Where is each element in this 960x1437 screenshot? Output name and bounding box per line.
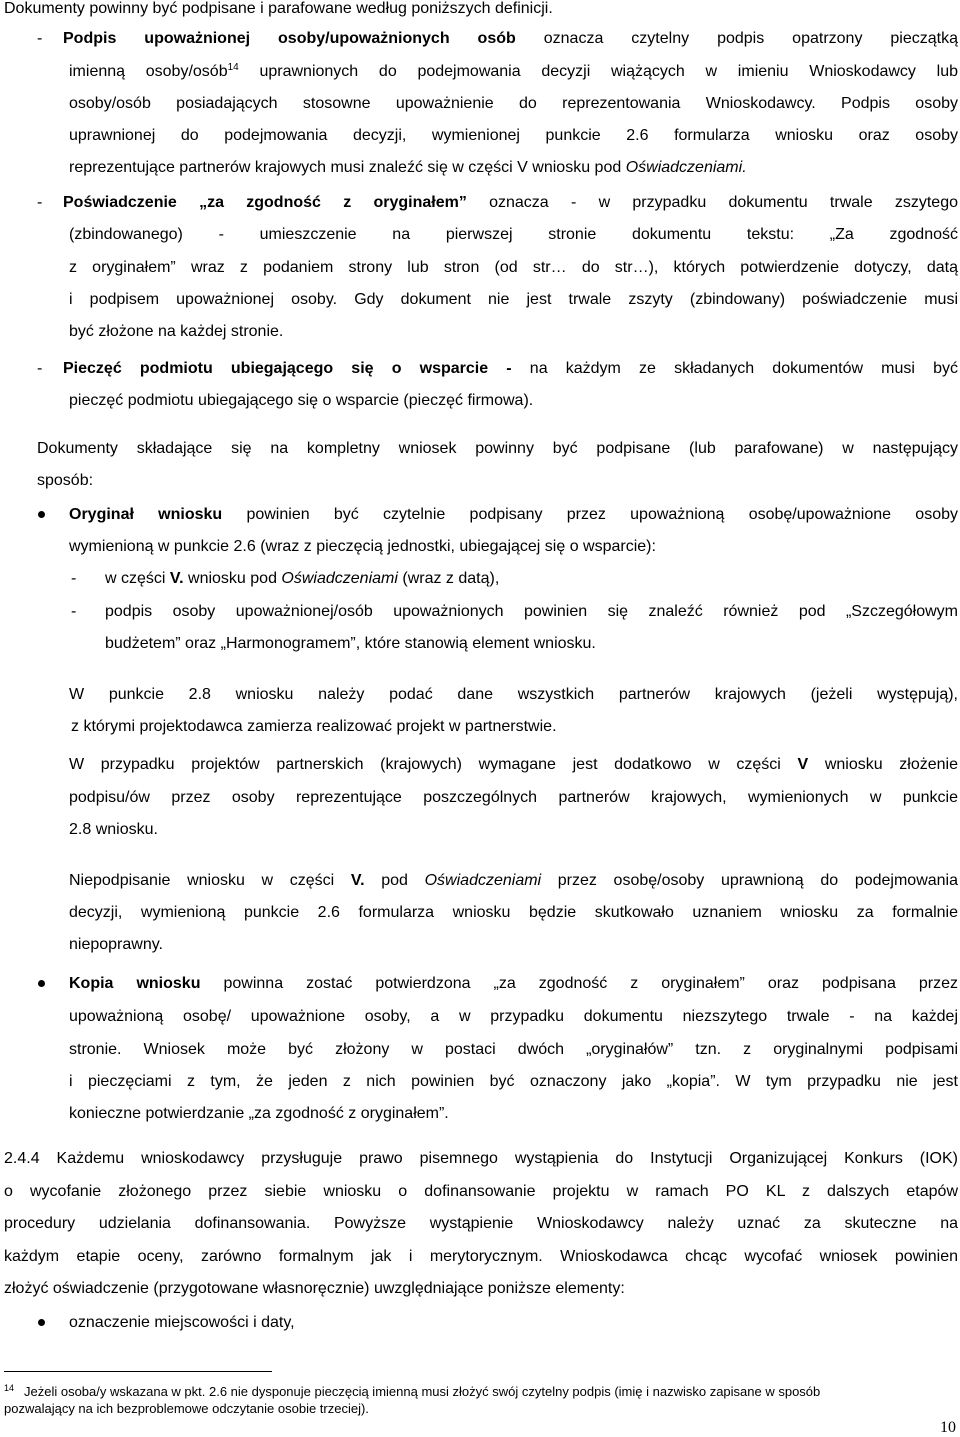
definition-poswiadczenie-line: (zbindowanego) - umieszczenie na pierwszej stronie dokumentu tekstu: „Za zgodność <box>69 226 958 243</box>
paragraph-line: decyzji, wymienioną punkcie 2.6 formularza wniosku będzie skutkowało uznaniem wniosku za formalnie <box>69 904 958 921</box>
section-244-line: o wycofanie złożonego przez siebie wniosku o dofinansowanie projektu w ramach PO KL z dalszych etapów <box>4 1183 958 1200</box>
definition-term: Poświadczenie „za zgodność z oryginałem” <box>63 194 467 211</box>
bullet-kopia-line: upoważnioną osobę/ upoważnione osoby, a w przypadku dokumentu niezszytego trwale - na każdej <box>69 1008 958 1025</box>
definition-podpis-line: Podpis upoważnionej osoby/upoważnionych osób oznacza czytelny podpis opatrzony pieczątką <box>63 30 958 47</box>
sub-item-line: budżetem” oraz „Harmonogramem”, które stanowią element wniosku. <box>105 635 596 652</box>
dash-marker: - <box>71 603 77 620</box>
bullet-icon <box>38 980 45 987</box>
bullet-kopia-line: i pieczęciami z tym, że jeden z nich powinien być oznaczony jako „kopia”. W tym przypadku nie jest <box>69 1073 958 1090</box>
bullet-kopia-line: stronie. Wniosek może być złożony w postaci dwóch „oryginałów” tzn. z oryginalnymi podpisami <box>69 1041 958 1058</box>
definition-podpis-line: imienną osoby/osób$^{14}$ uprawnionych do podejmowania decyzji wiążących w imieniu Wnioskodawcy lub <box>69 63 958 80</box>
dash-marker: - <box>37 360 43 377</box>
footnote-text: Jeżeli osoba/y wskazana w pkt. 2.6 nie dysponuje pieczęcią imienną musi złożyć swój czytelny podpis (imię i nazwisko zapisane w sposób <box>24 1384 821 1399</box>
paragraph-line: z którymi projektodawca zamierza realizować projekt w partnerstwie. <box>71 718 557 735</box>
bullet-term: Oryginał wniosku <box>69 506 223 523</box>
dash-marker: - <box>37 30 43 47</box>
definition-poswiadczenie-line: z oryginałem” wraz z podaniem strony lub stron (od str… do str…), których potwierdzenie dotyczy, datą <box>69 259 958 276</box>
definition-poswiadczenie-line: Poświadczenie „za zgodność z oryginałem” oznacza - w przypadku dokumentu trwale zszytego <box>63 194 958 211</box>
bullet-oryginal-line: wymienioną w punkcie 2.6 (wraz z pieczęcią jednostki, ubiegającej się o wsparcie): <box>69 538 656 555</box>
bullet-oryginal-line: Oryginał wniosku powinien być czytelnie podpisany przez upoważnioną osobę/upoważnione osoby <box>69 506 958 523</box>
page-number: 10 <box>940 1419 956 1436</box>
sub-item-line: podpis osoby upoważnionej/osób upoważnionych powinien się znaleźć również pod „Szczegółowym <box>105 603 958 620</box>
definition-term: Pieczęć podmiotu ubiegającego się o wsparcie - <box>63 360 512 377</box>
intro-line: Dokumenty powinny być podpisane i parafowane według poniższych definicji. <box>4 0 553 17</box>
definition-pieczec-line: pieczęć podmiotu ubiegającego się o wsparcie (pieczęć firmowa). <box>69 392 534 409</box>
dash-marker: - <box>37 194 43 211</box>
bullet-kopia-line: Kopia wniosku powinna zostać potwierdzona „za zgodność z oryginałem” oraz podpisana przez <box>69 975 958 992</box>
list-item: oznaczenie miejscowości i daty, <box>69 1314 295 1331</box>
paragraph-line: niepoprawny. <box>69 936 163 953</box>
section-244-line: każdym etapie oceny, zarówno formalnym jak i merytorycznym. Wnioskodawca chcąc wycofać wniosek powinien <box>4 1248 958 1265</box>
bullet-icon <box>38 1319 45 1326</box>
paragraph-line: Niepodpisanie wniosku w części V. pod Oświadczeniami przez osobę/osoby uprawnioną do podejmowania <box>69 872 958 889</box>
section-244-line: procedury udzielania dofinansowania. Powyższe wystąpienie Wnioskodawcy należy uznać za skuteczne na <box>4 1215 958 1232</box>
sub-item-line: w części V. wniosku pod Oświadczeniami (wraz z datą), <box>105 570 500 587</box>
definition-poswiadczenie-line: i podpisem upoważnionej osoby. Gdy dokument nie jest trwale zszyty (zbindowany) poświadczenie musi <box>69 291 958 308</box>
dash-marker: - <box>71 570 77 587</box>
paragraph-line: 2.8 wniosku. <box>69 821 158 838</box>
section-244-line: 2.4.4 Każdemu wnioskodawcy przysługuje prawo pisemnego wystąpienia do Instytucji Organizującej Konkurs (IOK) <box>4 1150 958 1167</box>
bullet-term: Kopia wniosku <box>69 975 201 992</box>
footnote-ref: 14 <box>227 63 239 73</box>
bullet-kopia-line: konieczne potwierdzanie „za zgodność z oryginałem”. <box>69 1105 449 1122</box>
paragraph-line: Dokumenty składające się na kompletny wniosek powinny być podpisane (lub parafowane) w następujący <box>37 440 958 457</box>
definition-term: Podpis upoważnionej osoby/upoważnionych osób <box>63 30 516 47</box>
footnote-number: 14 <box>4 1383 15 1393</box>
footnote-text: pozwalający na ich bezproblemowe odczytanie osobie trzeciej). <box>4 1401 369 1416</box>
definition-pieczec-line: Pieczęć podmiotu ubiegającego się o wsparcie - na każdym ze składanych dokumentów musi być <box>63 360 958 377</box>
definition-podpis-line: reprezentujące partnerów krajowych musi znaleźć się w części V wniosku pod Oświadczeniami. <box>69 159 747 176</box>
definition-poswiadczenie-line: być złożone na każdej stronie. <box>69 323 284 340</box>
paragraph-line: podpisu/ów przez osoby reprezentujące poszczególnych partnerów krajowych, wymienionych w punkcie <box>69 789 958 806</box>
paragraph-line: sposób: <box>37 472 94 489</box>
footnote-divider <box>4 1371 272 1372</box>
paragraph-line: W punkcie 2.8 wniosku należy podać dane wszystkich partnerów krajowych (jeżeli występują), <box>69 686 958 703</box>
definition-podpis-line: uprawnionej do podejmowania decyzji, wymienionej punkcie 2.6 formularza wniosku oraz osoby <box>69 127 958 144</box>
bullet-icon <box>38 511 45 518</box>
section-244-line: złożyć oświadczenie (przygotowane własnoręcznie) uwzględniające poniższe elementy: <box>4 1280 625 1297</box>
paragraph-line: W przypadku projektów partnerskich (krajowych) wymagane jest dodatkowo w części V wniosku złożenie <box>69 756 958 773</box>
definition-podpis-line: osoby/osób posiadających stosowne upoważnienie do reprezentowania Wnioskodawcy. Podpis osoby <box>69 95 958 112</box>
